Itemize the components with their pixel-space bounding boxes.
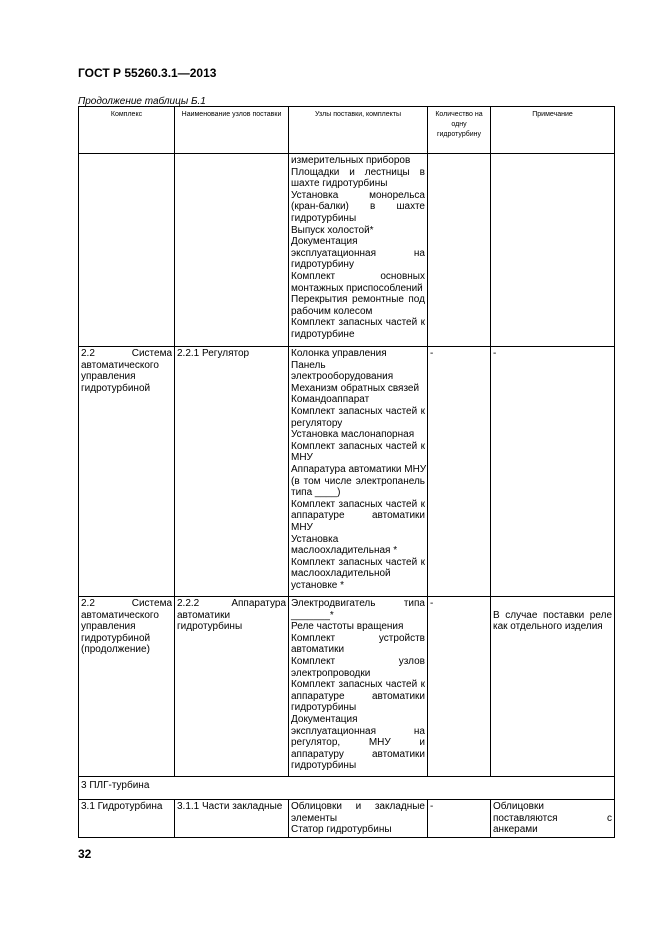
cell-note-line: анкерами [493,824,538,836]
cell-node-line: 3.1.1 Части закладные [177,801,283,812]
cell-items-line: Установка [291,533,339,545]
cell-complex-line: 3.1 Гидротурбина [81,801,163,812]
supply-table [78,106,615,838]
cell-items-line: Статор гидротурбины [291,824,392,836]
cell-items-line: Комплект запасных частей к [291,679,425,691]
cell-complex-line: 2.2 Система [81,348,172,359]
header-node-name: Наименование узлов поставки [175,107,289,154]
cell-items-line: аппаратуре автоматики [291,510,425,522]
cell-items-line: Электродвигатель типа [291,598,425,609]
cell-items-line: элементы [291,812,338,824]
cell-complex-line: (продолжение) [81,644,150,656]
cell-items [289,154,428,347]
cell-items-line: рабочим колесом [291,305,373,317]
cell-items-line: Панель [291,359,326,371]
cell-complex-line: 2.2 Система [81,598,172,609]
cell-items-line: Комплект устройств [291,632,425,644]
cell-node [175,800,289,838]
cell-items-line: Командоаппарат [291,394,370,406]
cell-items-line: Выпуск холостой* [291,224,374,236]
cell-note [491,154,615,347]
cell-items-line: автоматики [291,644,345,656]
cell-items-line: аппаратуру автоматики [291,748,425,760]
cell-items-line: гидротурбину [291,259,354,271]
cell-node-line: 2.2.1 Регулятор [177,348,250,359]
cell-items-line: шахте гидротурбины [291,178,388,190]
cell-complex-line: автоматического [81,609,159,621]
cell-items-line: _______* [291,609,334,621]
cell-note-line: - [493,348,497,359]
cell-qty [428,800,491,838]
cell-qty [428,347,491,597]
cell-items-line: МНУ [291,452,313,464]
cell-complex-line: управления [81,371,136,383]
standard-designation: ГОСТ Р 55260.3.1—2013 [78,66,217,80]
cell-qty-line: - [430,348,434,359]
cell-complex [79,597,175,777]
section-row [79,777,615,800]
cell-items-line: аппаратуре автоматики [291,690,425,702]
cell-items-line: монтажных приспособлений [291,282,423,294]
cell-node [175,347,289,597]
cell-complex [79,154,175,347]
cell-note-line: В случае поставки реле [493,609,612,621]
cell-node-line: гидротурбины [177,621,243,633]
cell-items-line: гидротурбины [291,212,357,224]
cell-items-line: типа ____) [291,487,341,499]
cell-items-line: маслоохладительной [291,568,391,580]
cell-items-line: Перекрытия ремонтные под [291,294,425,306]
cell-items-line: Комплект основных [291,270,425,282]
cell-complex-line: автоматического [81,359,159,371]
cell-complex [79,800,175,838]
cell-items-line: регулятору [291,417,343,429]
cell-items-line: Комплект запасных частей к [291,498,425,510]
cell-items-line: Облицовки и закладные [291,801,425,812]
page-number: 32 [78,847,92,861]
table-row [79,597,615,777]
cell-qty [428,597,491,777]
cell-items [289,347,428,597]
cell-items-line: (кран-балки) в шахте [291,201,425,213]
cell-items-line: измерительных приборов [291,155,411,166]
header-complex: Комплекс [79,107,175,154]
cell-items-line: эксплуатационная на [291,247,425,259]
cell-items-line: установке * [291,579,345,591]
cell-items-line: Площадки и лестницы в [291,166,425,178]
section-title: 3 ПЛГ-турбина [79,777,615,800]
cell-items-line: Комплект запасных частей к [291,405,425,417]
table-row [79,800,615,838]
header-items: Узлы поставки, комплекты [289,107,428,154]
cell-items-line: Установка монорельса [291,189,425,201]
table-continuation-caption: Продолжение таблицы Б.1 [78,96,206,107]
cell-items-line: Комплект узлов [291,655,425,667]
cell-note-line: поставляются с [493,812,612,824]
cell-items-line: Механизм обратных связей [291,382,420,394]
cell-items-line: Колонка управления [291,348,387,359]
cell-items-line: Реле частоты вращения [291,621,404,633]
cell-qty [428,154,491,347]
cell-qty-line: - [430,598,434,609]
cell-items-line: Установка маслонапорная [291,429,415,441]
cell-node [175,154,289,347]
cell-items-line: гидротурбины [291,760,357,772]
cell-node [175,597,289,777]
cell-items-line: Документация [291,236,358,248]
cell-items-line: электропроводки [291,667,371,679]
cell-items-line: Комплект запасных частей к [291,440,425,452]
cell-items-line: гидротурбины [291,702,357,714]
cell-items-line: Комплект запасных частей к [291,556,425,568]
cell-complex-line: гидротурбиной [81,382,151,394]
cell-node-line: автоматики [177,609,231,621]
cell-qty-line: - [430,801,434,812]
table-row [79,154,615,347]
cell-node-line: 2.2.2 Аппаратура [177,598,286,609]
cell-items-line: электрооборудования [291,371,394,383]
cell-complex-line: гидротурбиной [81,632,151,644]
cell-items-line: Аппаратура автоматики МНУ [291,463,427,475]
cell-items-line: МНУ [291,521,313,533]
cell-complex [79,347,175,597]
cell-note [491,597,615,777]
cell-note-line [493,598,612,610]
cell-items-line: эксплуатационная на [291,725,425,737]
cell-items-line: маслоохладительная * [291,545,398,557]
cell-items-line: гидротурбине [291,328,355,340]
cell-items [289,597,428,777]
cell-items-line: Документация [291,713,358,725]
cell-items-line: (в том числе электропанель [291,475,425,487]
cell-note [491,800,615,838]
cell-note-line: как отдельного изделия [493,621,603,633]
header-quantity: Количество на одну гидротурбину [428,107,491,154]
cell-complex-line: управления [81,621,136,633]
table-row [79,347,615,597]
cell-items-line: Комплект запасных частей к [291,317,425,329]
cell-items-line: регулятор, МНУ и [291,737,425,749]
cell-note [491,347,615,597]
cell-note-line: Облицовки [493,801,544,812]
header-note: Примечание [491,107,615,154]
table-header-row [79,107,615,154]
cell-items [289,800,428,838]
